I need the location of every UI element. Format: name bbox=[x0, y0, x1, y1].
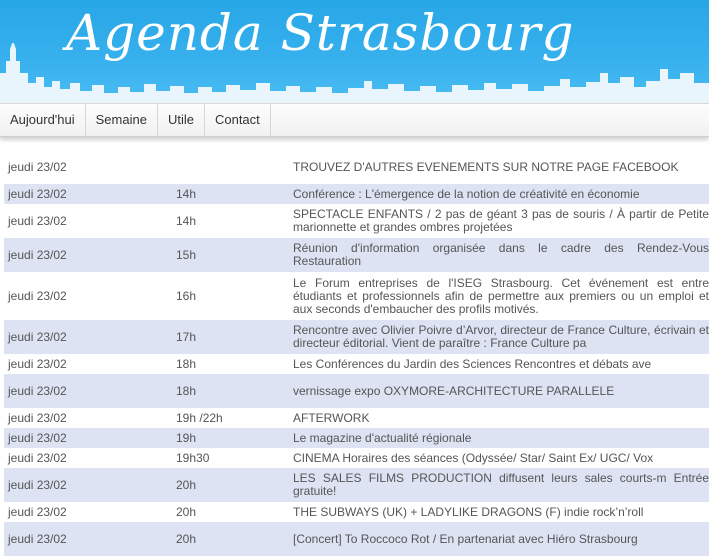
event-title-cell bbox=[293, 204, 709, 238]
event-row[interactable] bbox=[4, 184, 709, 204]
event-title[interactable]: THE SUBWAYS (UK) + LADYLIKE DRAGONS (F) indie rock’n’roll bbox=[293, 504, 644, 519]
event-date: jeudi 23/02 bbox=[8, 330, 67, 344]
event-title[interactable]: Rencontre avec Olivier Poivre d’Arvor, directeur de France Culture, écrivain et directeur éditorial. Vient de paraître : France Culture pa bbox=[293, 323, 709, 350]
event-title-cell bbox=[293, 354, 709, 374]
event-row[interactable] bbox=[4, 522, 709, 556]
event-title[interactable]: AFTERWORK bbox=[293, 410, 370, 425]
event-row[interactable] bbox=[4, 354, 709, 374]
event-time: 14h bbox=[176, 187, 197, 201]
event-title[interactable]: Le magazine d'actualité régionale bbox=[293, 430, 472, 445]
event-title[interactable]: [Concert] To Roccoco Rot / En partenariat avec Hiéro Strasbourg bbox=[293, 531, 638, 546]
nav-aujourdhui[interactable]: Aujourd'hui bbox=[0, 104, 86, 136]
event-row[interactable] bbox=[4, 428, 709, 448]
event-title-cell bbox=[293, 448, 709, 468]
event-time: 18h bbox=[176, 357, 197, 371]
event-row[interactable] bbox=[4, 238, 709, 272]
event-date: jeudi 23/02 bbox=[8, 289, 67, 303]
event-title-cell bbox=[293, 272, 709, 320]
event-date: jeudi 23/02 bbox=[8, 248, 67, 262]
event-title[interactable]: Conférence : L'émergence de la notion de créativité en économie bbox=[293, 186, 640, 201]
event-title-cell bbox=[293, 374, 709, 408]
event-title-cell bbox=[293, 522, 709, 556]
event-time: 19h30 bbox=[176, 451, 210, 465]
event-title-cell bbox=[293, 468, 709, 502]
event-title[interactable]: SPECTACLE ENFANTS / 2 pas de géant 3 pas de souris / À partir de Petite marionnette et grandes ombres projetées bbox=[293, 207, 709, 234]
event-title[interactable]: Le Forum entreprises de l'ISEG Strasbourg. Cet événement est entre étudiants et professionnels afin de permettre aux premiers ou un emploi et aux seconds d'embaucher des profils motivés. bbox=[293, 275, 709, 316]
event-title[interactable]: Réunion d'information organisée dans le cadre des Rendez-Vous Restauration bbox=[293, 241, 709, 268]
event-date: jeudi 23/02 bbox=[8, 431, 67, 445]
event-date: jeudi 23/02 bbox=[8, 411, 67, 425]
event-date: jeudi 23/02 bbox=[8, 478, 67, 492]
event-row[interactable] bbox=[4, 468, 709, 502]
nav-semaine[interactable]: Semaine bbox=[86, 104, 158, 136]
event-title-cell bbox=[293, 428, 709, 448]
main-nav bbox=[0, 103, 709, 137]
event-row[interactable] bbox=[4, 408, 709, 428]
event-time: 14h bbox=[176, 214, 197, 228]
event-row[interactable] bbox=[4, 320, 709, 354]
event-date: jeudi 23/02 bbox=[8, 532, 67, 546]
event-title-cell bbox=[293, 238, 709, 272]
event-title[interactable]: TROUVEZ D'AUTRES EVENEMENTS SUR NOTRE PAGE FACEBOOK bbox=[293, 159, 679, 174]
event-title-cell bbox=[293, 320, 709, 354]
event-row[interactable] bbox=[4, 374, 709, 408]
event-time: 20h bbox=[176, 478, 197, 492]
header-banner bbox=[0, 0, 709, 103]
site-title: Agenda Strasbourg bbox=[66, 4, 575, 62]
event-date: jeudi 23/02 bbox=[8, 505, 67, 519]
event-time: 20h bbox=[176, 505, 197, 519]
event-title[interactable]: CINEMA Horaires des séances (Odyssée/ Star/ Saint Ex/ UGC/ Vox bbox=[293, 450, 654, 465]
nav-utile[interactable]: Utile bbox=[158, 104, 205, 136]
nav-contact[interactable]: Contact bbox=[205, 104, 271, 136]
event-title-cell bbox=[293, 150, 709, 184]
event-title[interactable]: Les Conférences du Jardin des Sciences Rencontres et débats ave bbox=[293, 356, 652, 371]
event-row[interactable] bbox=[4, 150, 709, 184]
event-row[interactable] bbox=[4, 448, 709, 468]
event-date: jeudi 23/02 bbox=[8, 187, 67, 201]
event-row[interactable] bbox=[4, 204, 709, 238]
event-time: 20h bbox=[176, 532, 197, 546]
event-date: jeudi 23/02 bbox=[8, 384, 67, 398]
event-date: jeudi 23/02 bbox=[8, 357, 67, 371]
event-title[interactable]: LES SALES FILMS PRODUCTION diffusent leurs sales courts-m Entrée gratuite! bbox=[293, 471, 709, 498]
event-row[interactable] bbox=[4, 272, 709, 320]
event-time: 18h bbox=[176, 384, 197, 398]
event-row[interactable] bbox=[4, 502, 709, 522]
event-time: 17h bbox=[176, 330, 197, 344]
event-time: 19h bbox=[176, 431, 197, 445]
event-time: 19h /22h bbox=[176, 411, 223, 425]
event-date: jeudi 23/02 bbox=[8, 160, 67, 174]
event-date: jeudi 23/02 bbox=[8, 214, 67, 228]
event-title[interactable]: vernissage expo OXYMORE-ARCHITECTURE PARALLELE bbox=[293, 383, 615, 398]
event-time: 15h bbox=[176, 248, 197, 262]
event-title-cell bbox=[293, 502, 709, 522]
event-date: jeudi 23/02 bbox=[8, 451, 67, 465]
event-title-cell bbox=[293, 408, 709, 428]
event-title-cell bbox=[293, 184, 709, 204]
event-time: 16h bbox=[176, 289, 197, 303]
events-table bbox=[4, 150, 709, 556]
